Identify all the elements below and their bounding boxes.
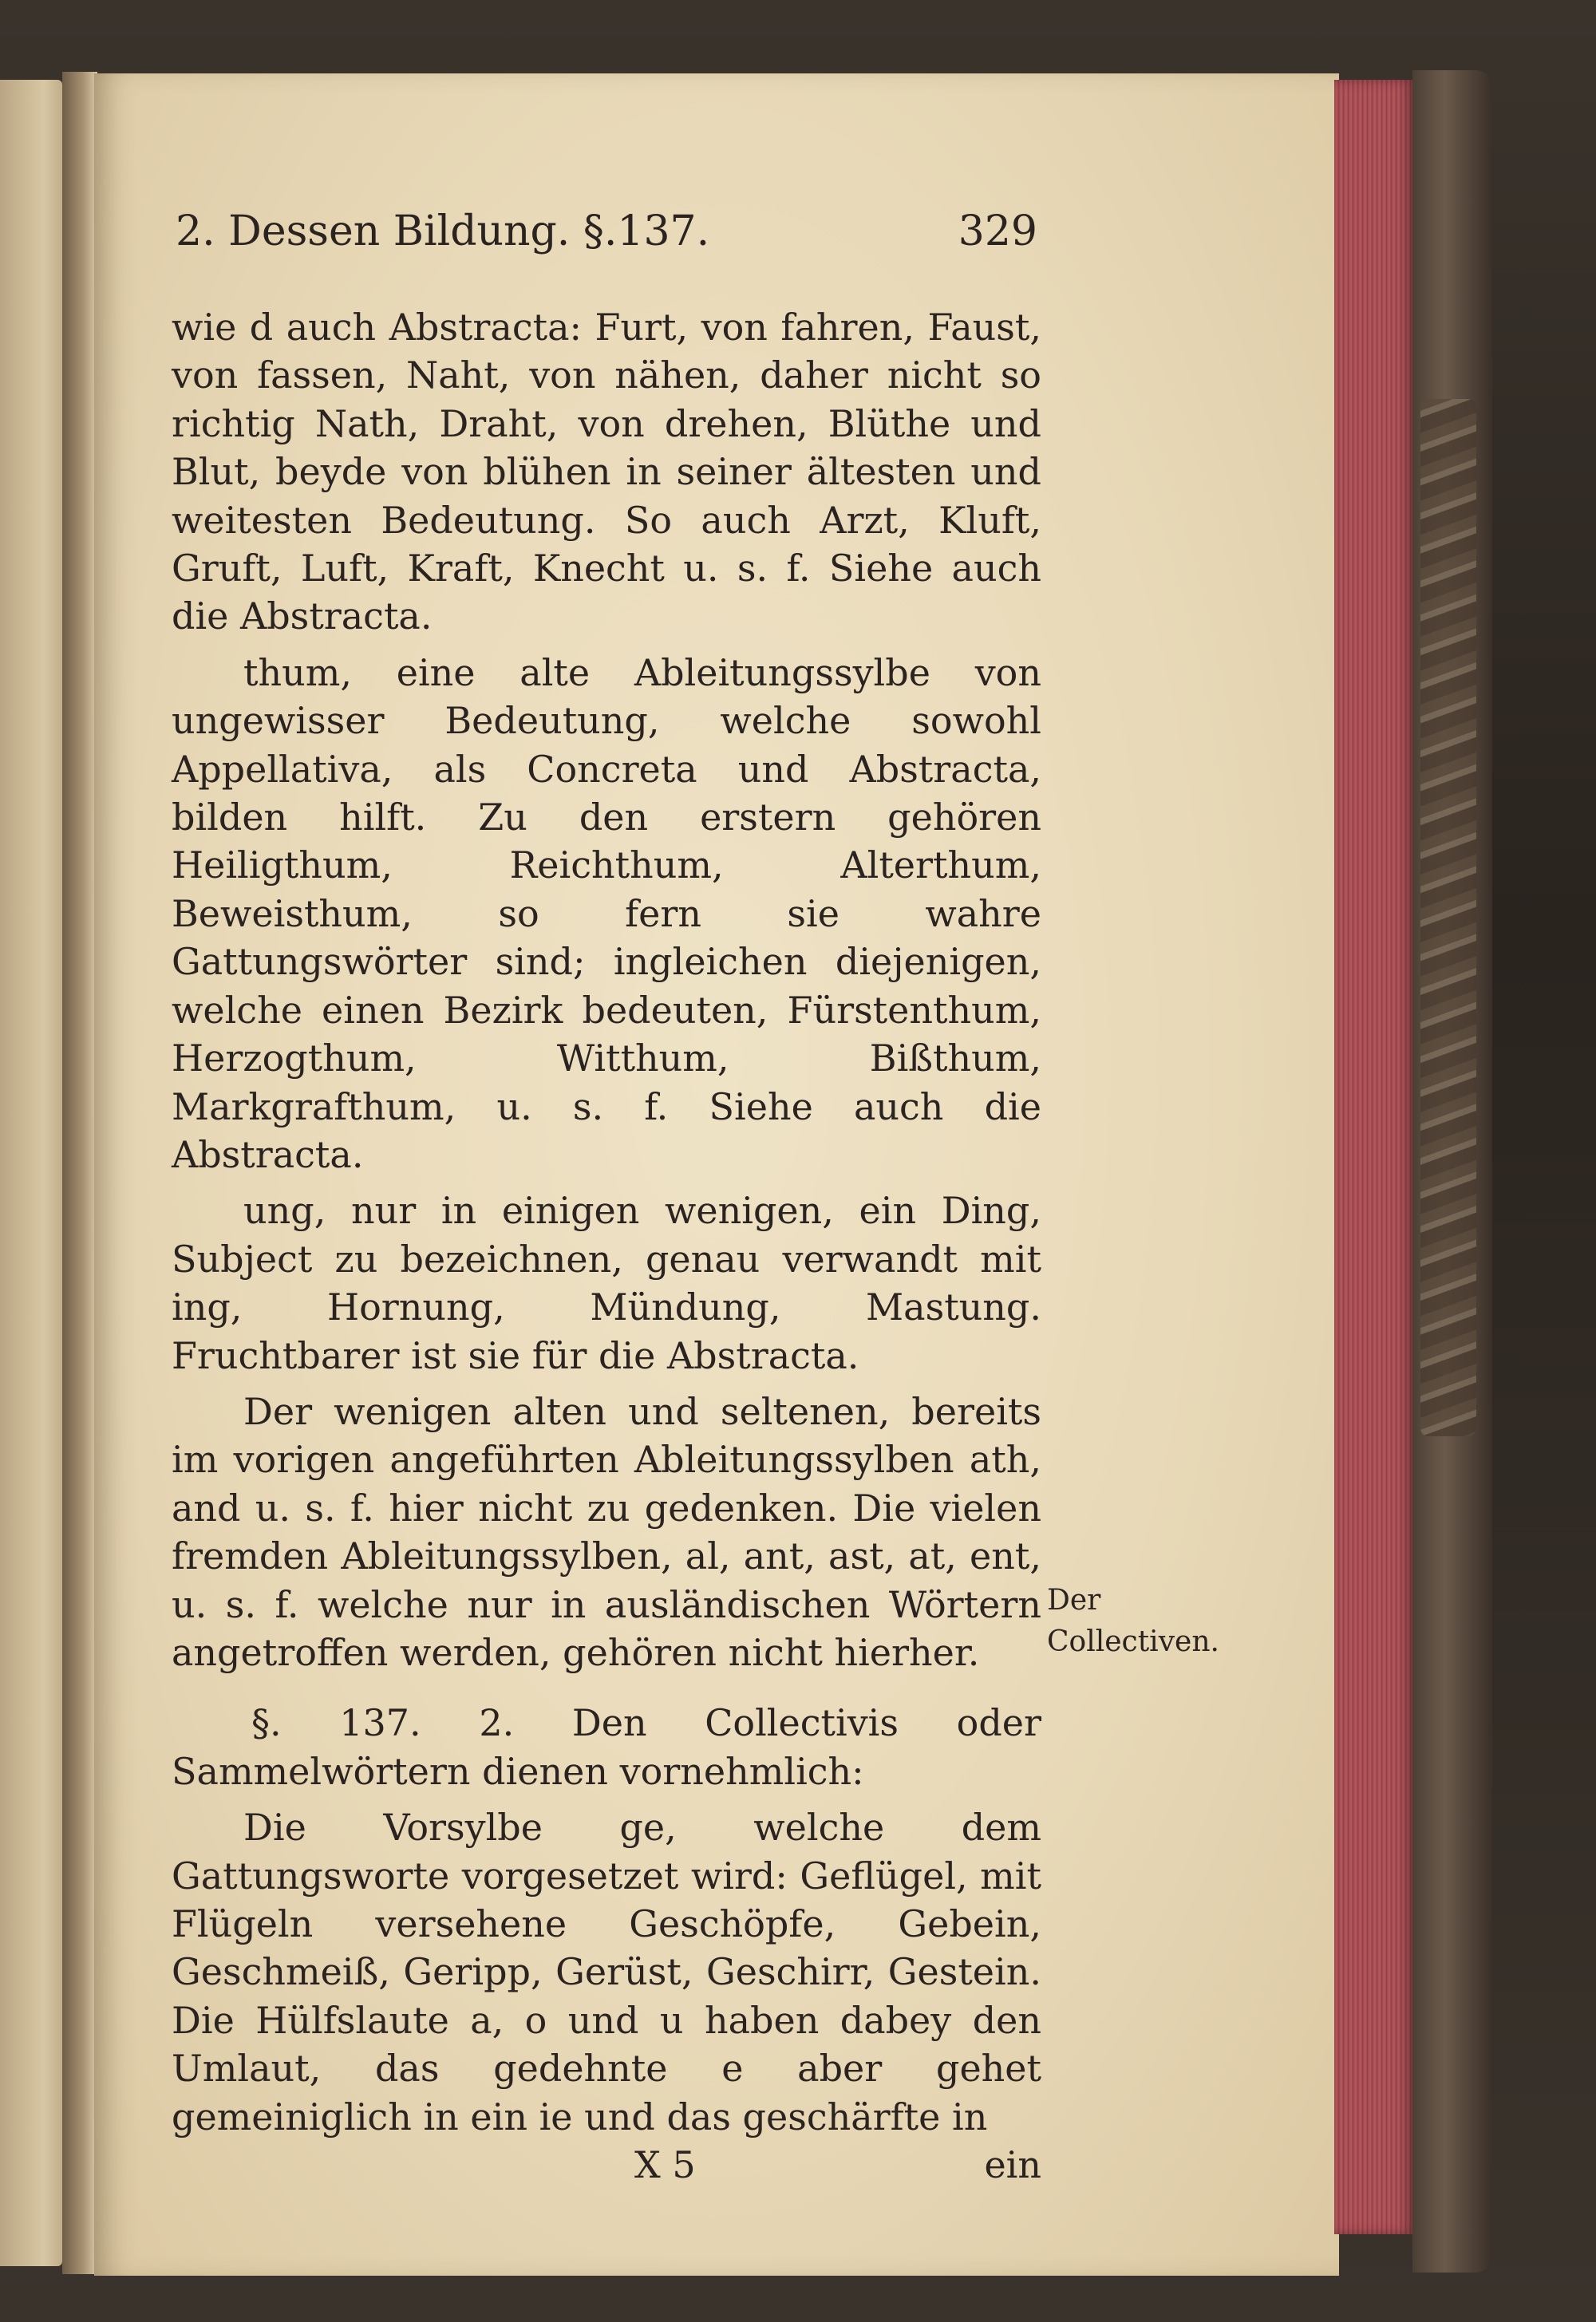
paragraph-ge-prefix: Die Vorsylbe ge, welche dem Gattungsworte vorgesetzet wird: Geflügel, mit Flügeln versehene Geschöpfe, Gebein, Geschmeiß, Geripp, Gerüst, Geschirr, Gestein. Die Hülfslaute a, o und u haben dabey den Umlaut, das gedehnte e aber gehet gemeiniglich in ein ie und das geschärfte in — [172, 1806, 1041, 2138]
paragraph-thum: thum, eine alte Ableitungssylbe von ungewisser Bedeutung, welche sowohl Appellativa, als Concreta und Abstracta, bilden hilft. Zu den erstern gehören Heiligthum, Reichthum, Alterthum, Beweisthum, so fern sie wahre Gattungswörter sind; ingleichen diejenigen, welche einen Bezirk bedeuten, Fürstenthum, Herzogthum, Witthum, Bißthum, Markgrafthum, u. s. f. Siehe auch die Abstracta. — [172, 650, 1041, 1176]
page-header — [176, 207, 1037, 271]
paragraph-ung: ung, nur in einigen wenigen, ein Ding, Subject zu bezeichnen, genau verwandt mit ing, Hornung, Mündung, Mastung. Fruchtbarer ist sie für die Abstracta. — [172, 1189, 1041, 1377]
margin-note: Der Collectiven. — [1047, 1584, 1219, 1658]
catchword: ein — [984, 2143, 1041, 2187]
paragraph-abstracta-continued: wie d auch Abstracta: Furt, von fahren, Faust, von fassen, Naht, von nähen, daher nicht so richtig Nath, Draht, von drehen, Blüthe und Blut, beyde von blühen in seiner ältesten und weitesten Bedeutung. So auch Arzt, Kluft, Gruft, Luft, Kraft, Knecht u. s. f. Siehe auch die Abstracta. — [172, 306, 1041, 638]
paragraph-other-suffixes: Der wenigen alten und seltenen, bereits im vorigen angeführten Ableitungssylben ath, and u. s. f. hier nicht zu gedenken. Die vielen fremden Ableitungssylben, al, ant, ast, at, ent, u. s. f. welche nur in ausländischen Wörtern angetroffen werden, gehören nicht hierher. — [172, 1389, 1041, 1674]
body-text — [172, 303, 1041, 2189]
page-number: 329 — [958, 207, 1037, 255]
page-footer — [172, 2141, 1041, 2189]
book-gutter — [62, 72, 97, 2274]
signature-mark: X 5 — [634, 2143, 696, 2187]
facing-page-edge — [0, 80, 62, 2266]
marbled-cover-pattern — [1420, 399, 1476, 1436]
red-page-edges — [1334, 80, 1414, 2234]
running-title: 2. Dessen Bildung. §.137. — [176, 207, 710, 255]
section-137-heading: §. 137. 2. Den Collectivis oder Sammelwörtern dienen vornehmlich: — [172, 1701, 1041, 1793]
